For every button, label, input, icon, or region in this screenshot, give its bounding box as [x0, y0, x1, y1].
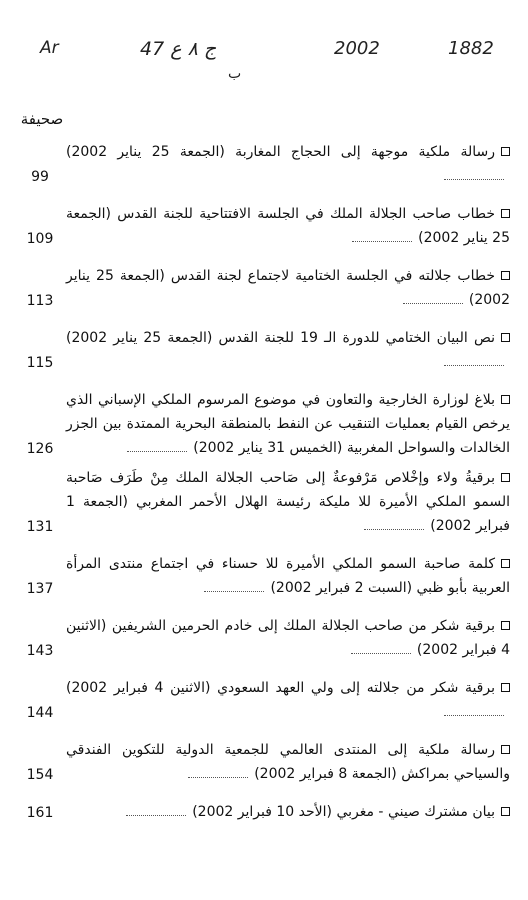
entry-page-number: 109	[26, 231, 54, 247]
toc-entry	[14, 466, 514, 538]
table-of-contents	[14, 140, 514, 824]
toc-entry	[14, 202, 514, 250]
bullet-box-icon	[501, 473, 510, 482]
entry-title: برقية شكر من جلالته إلى ولي العهد السعودي (الاثنين 4 فبراير 2002)	[66, 676, 514, 724]
bullet-box-icon	[501, 209, 510, 218]
bullet-box-icon	[501, 807, 510, 816]
bullet-box-icon	[501, 559, 510, 568]
handwritten-volume-note: ج ٨ ع 47	[140, 38, 217, 60]
entry-page-number: 143	[26, 643, 54, 659]
bullet-box-icon	[501, 683, 510, 692]
entry-page-number: 131	[26, 519, 54, 535]
toc-entry	[14, 552, 514, 600]
leader-dots	[444, 707, 504, 716]
entry-title: رسالة ملكية إلى المنتدى العالمي للجمعية الدولية للتكوين الفندقي والسياحي بمراكش (الجمعة 8 فبراير 2002)	[66, 742, 510, 782]
toc-entry	[14, 676, 514, 724]
entry-title: بلاغ لوزارة الخارجية والتعاون في موضوع المرسوم الملكي الإسباني الذي يرخص القيام بعمليات التنقيب عن النفط بالمنطقة البحرية الممتدة بين الجزر الخالدات والسواحل المغربية (الخميس 31 يناير 2002)	[66, 392, 510, 456]
entry-title: كلمة صاحبة السمو الملكي الأميرة للا حسناء في اجتماع منتدى المرأة العربية بأبو ظبي (السبت 2 فبراير 2002)	[66, 556, 510, 596]
entry-title: برقيةُ ولاء وإخْلاص مَرْفوعةٌ إلى صَاحب الجلالة الملك مِنْ طَرَف صَاحبة السمو الملكي الأميرة للا مليكة رئيسة الهلال الأحمر المغربي (الجمعة 1 فبراير 2002)	[66, 470, 510, 534]
entry-page-number: 154	[26, 767, 54, 783]
leader-dots	[364, 521, 424, 530]
leader-dots	[444, 171, 504, 180]
toc-entry	[14, 614, 514, 662]
entry-title: نص البيان الختامي للدورة الـ 19 للجنة القدس (الجمعة 25 يناير 2002)	[66, 326, 514, 374]
handwritten-number-note: 1882	[448, 38, 494, 59]
entry-title: برقية شكر من صاحب الجلالة الملك إلى خادم الحرمين الشريفين (الاثنين 4 فبراير 2002)	[66, 618, 510, 658]
entry-page-number: 115	[26, 355, 54, 371]
toc-entry	[14, 738, 514, 786]
entry-title: بيان مشترك صيني - مغربي (الأحد 10 فبراير 2002)	[66, 800, 514, 824]
handwritten-year-note: 2002	[334, 38, 380, 59]
toc-entry	[14, 388, 514, 460]
entry-page-number: 144	[26, 705, 54, 721]
leader-dots	[444, 357, 504, 366]
toc-entry	[14, 800, 514, 824]
entry-page-number: 126	[26, 441, 54, 457]
entry-title: خطاب جلالته في الجلسة الختامية لاجتماع لجنة القدس (الجمعة 25 يناير 2002)	[66, 268, 510, 308]
page-column-label: صحيفة	[20, 110, 64, 128]
leader-dots	[403, 295, 463, 304]
bullet-box-icon	[501, 621, 510, 630]
entry-page-number: 113	[26, 293, 54, 309]
bullet-box-icon	[501, 271, 510, 280]
leader-dots	[352, 233, 412, 242]
entry-page-number: 137	[26, 581, 54, 597]
leader-dots	[204, 583, 264, 592]
leader-dots	[351, 645, 411, 654]
entry-title: رسالة ملكية موجهة إلى الحجاج المغاربة (الجمعة 25 يناير 2002)	[66, 140, 514, 188]
bullet-box-icon	[501, 147, 510, 156]
entry-page-number: 161	[26, 805, 54, 821]
handwritten-sub-note: ب	[228, 66, 242, 82]
leader-dots	[126, 807, 186, 816]
toc-entry	[14, 140, 514, 188]
entry-title: خطاب صاحب الجلالة الملك في الجلسة الافتتاحية للجنة القدس (الجمعة 25 يناير 2002)	[66, 206, 510, 246]
toc-entry	[14, 326, 514, 374]
bullet-box-icon	[501, 333, 510, 342]
bullet-box-icon	[501, 395, 510, 404]
entry-page-number: 99	[31, 169, 49, 185]
toc-entry	[14, 264, 514, 312]
leader-dots	[127, 443, 187, 452]
leader-dots	[188, 769, 248, 778]
handwritten-ar-note: Ar	[40, 38, 59, 58]
bullet-box-icon	[501, 745, 510, 754]
